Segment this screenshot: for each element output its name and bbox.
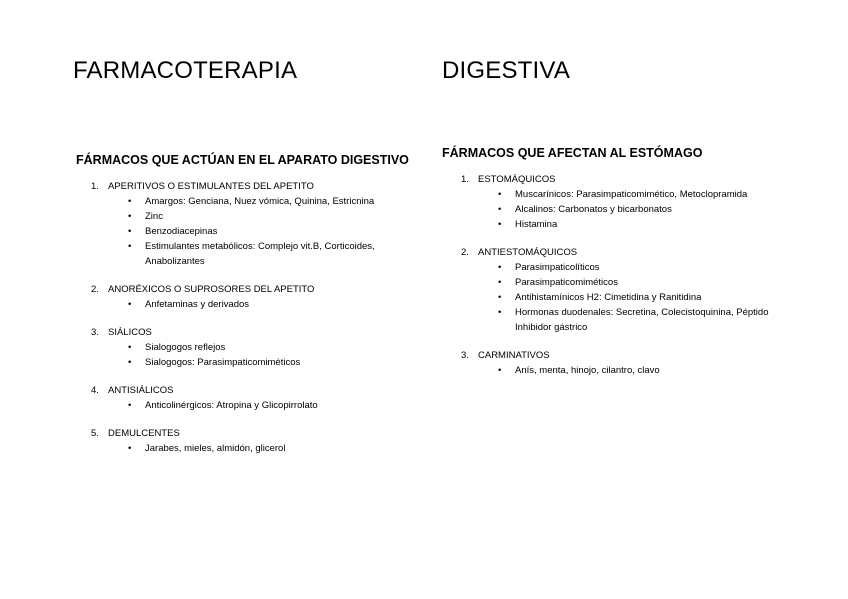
list-item-text: Sialogogos reflejos bbox=[145, 342, 226, 353]
numbered-section bbox=[442, 348, 782, 378]
section-title bbox=[442, 245, 782, 260]
list-item-text: Sialogogos: Parasimpaticomiméticos bbox=[145, 357, 301, 368]
bullet-list bbox=[442, 363, 782, 378]
section-title-text: CARMINATIVOS bbox=[478, 350, 550, 361]
list-item-text: Alcalinos: Carbonatos y bicarbonatos bbox=[515, 204, 672, 215]
list-item bbox=[442, 202, 782, 217]
page-title-left: FARMACOTERAPIA bbox=[73, 57, 298, 84]
bullet-icon: • bbox=[498, 277, 502, 288]
bullet-icon: • bbox=[128, 443, 132, 454]
numbered-section bbox=[76, 282, 416, 312]
bullet-icon: • bbox=[128, 342, 132, 353]
list-item bbox=[442, 217, 782, 232]
list-item bbox=[76, 224, 416, 239]
section-list bbox=[442, 172, 782, 378]
list-item bbox=[442, 305, 782, 335]
section-title bbox=[76, 426, 416, 441]
section-heading: FÁRMACOS QUE ACTÚAN EN EL APARATO DIGESTIVO bbox=[76, 153, 409, 167]
bullet-icon: • bbox=[498, 307, 502, 318]
bullet-icon: • bbox=[498, 219, 502, 230]
page-title-right: DIGESTIVA bbox=[442, 57, 571, 84]
list-item-text: Muscarínicos: Parasimpaticomimético, Metoclopramida bbox=[515, 189, 748, 200]
bullet-icon: • bbox=[498, 204, 502, 215]
list-item-text: Anís, menta, hinojo, cilantro, clavo bbox=[515, 365, 660, 376]
section-number: 3. bbox=[91, 327, 99, 338]
section-number: 2. bbox=[461, 247, 469, 258]
list-item-text: Jarabes, mieles, almidón, glicerol bbox=[145, 443, 286, 454]
numbered-section bbox=[76, 325, 416, 370]
bullet-icon: • bbox=[128, 357, 132, 368]
list-item bbox=[76, 194, 416, 209]
list-item bbox=[76, 398, 416, 413]
bullet-icon: • bbox=[498, 292, 502, 303]
numbered-section bbox=[76, 426, 416, 456]
section-title-text: ESTOMÁQUICOS bbox=[478, 174, 556, 185]
list-item bbox=[442, 363, 782, 378]
section-title bbox=[442, 348, 782, 363]
numbered-section bbox=[76, 179, 416, 269]
list-item bbox=[442, 275, 782, 290]
list-item-text: Benzodiacepinas bbox=[145, 226, 218, 237]
bullet-icon: • bbox=[498, 262, 502, 273]
section-number: 3. bbox=[461, 350, 469, 361]
bullet-icon: • bbox=[128, 241, 132, 252]
list-item-text: Histamina bbox=[515, 219, 558, 230]
bullet-icon: • bbox=[128, 226, 132, 237]
bullet-list bbox=[442, 260, 782, 335]
section-number: 2. bbox=[91, 284, 99, 295]
section-title bbox=[76, 383, 416, 398]
section-title-text: APERITIVOS O ESTIMULANTES DEL APETITO bbox=[108, 181, 314, 192]
list-item-text: Anticolinérgicos: Atropina y Glicopirrolato bbox=[145, 400, 318, 411]
section-title-text: DEMULCENTES bbox=[108, 428, 180, 439]
list-item-text: Estimulantes metabólicos: Complejo vit.B, Corticoides, Anabolizantes bbox=[145, 241, 375, 267]
list-item bbox=[76, 355, 416, 370]
list-item-text: Antihistamínicos H2: Cimetidina y Ranitidina bbox=[515, 292, 702, 303]
numbered-section bbox=[76, 383, 416, 413]
section-title bbox=[76, 325, 416, 340]
list-item bbox=[442, 187, 782, 202]
bullet-list bbox=[76, 194, 416, 269]
list-item-text: Parasimpaticolíticos bbox=[515, 262, 600, 273]
bullet-list bbox=[442, 187, 782, 232]
section-number: 4. bbox=[91, 385, 99, 396]
bullet-list bbox=[76, 297, 416, 312]
bullet-icon: • bbox=[128, 211, 132, 222]
list-item bbox=[76, 340, 416, 355]
numbered-section bbox=[442, 245, 782, 335]
section-title-text: SIÁLICOS bbox=[108, 327, 152, 338]
section-title bbox=[442, 172, 782, 187]
list-item bbox=[442, 260, 782, 275]
section-title bbox=[76, 282, 416, 297]
numbered-section bbox=[442, 172, 782, 232]
section-number: 5. bbox=[91, 428, 99, 439]
section-title-text: ANORÉXICOS O SUPROSORES DEL APETITO bbox=[108, 284, 315, 295]
right-column bbox=[442, 146, 782, 391]
section-heading: FÁRMACOS QUE AFECTAN AL ESTÓMAGO bbox=[442, 146, 703, 160]
bullet-list bbox=[76, 441, 416, 456]
list-item-text: Parasimpaticomiméticos bbox=[515, 277, 618, 288]
list-item bbox=[76, 441, 416, 456]
list-item bbox=[76, 209, 416, 224]
bullet-list bbox=[76, 398, 416, 413]
bullet-icon: • bbox=[128, 196, 132, 207]
left-column bbox=[76, 153, 416, 469]
list-item-text: Hormonas duodenales: Secretina, Colecistoquinina, Péptido Inhibidor gástrico bbox=[515, 307, 769, 333]
section-title-text: ANTISIÁLICOS bbox=[108, 385, 174, 396]
list-item-text: Amargos: Genciana, Nuez vómica, Quinina, Estricnina bbox=[145, 196, 375, 207]
section-list bbox=[76, 179, 416, 456]
section-number: 1. bbox=[91, 181, 99, 192]
list-item bbox=[442, 290, 782, 305]
section-title bbox=[76, 179, 416, 194]
bullet-list bbox=[76, 340, 416, 370]
bullet-icon: • bbox=[498, 365, 502, 376]
list-item-text: Anfetaminas y derivados bbox=[145, 299, 250, 310]
bullet-icon: • bbox=[128, 299, 132, 310]
list-item bbox=[76, 239, 416, 269]
section-number: 1. bbox=[461, 174, 469, 185]
list-item bbox=[76, 297, 416, 312]
section-title-text: ANTIESTOMÁQUICOS bbox=[478, 247, 578, 258]
list-item-text: Zinc bbox=[145, 211, 163, 222]
bullet-icon: • bbox=[128, 400, 132, 411]
bullet-icon: • bbox=[498, 189, 502, 200]
